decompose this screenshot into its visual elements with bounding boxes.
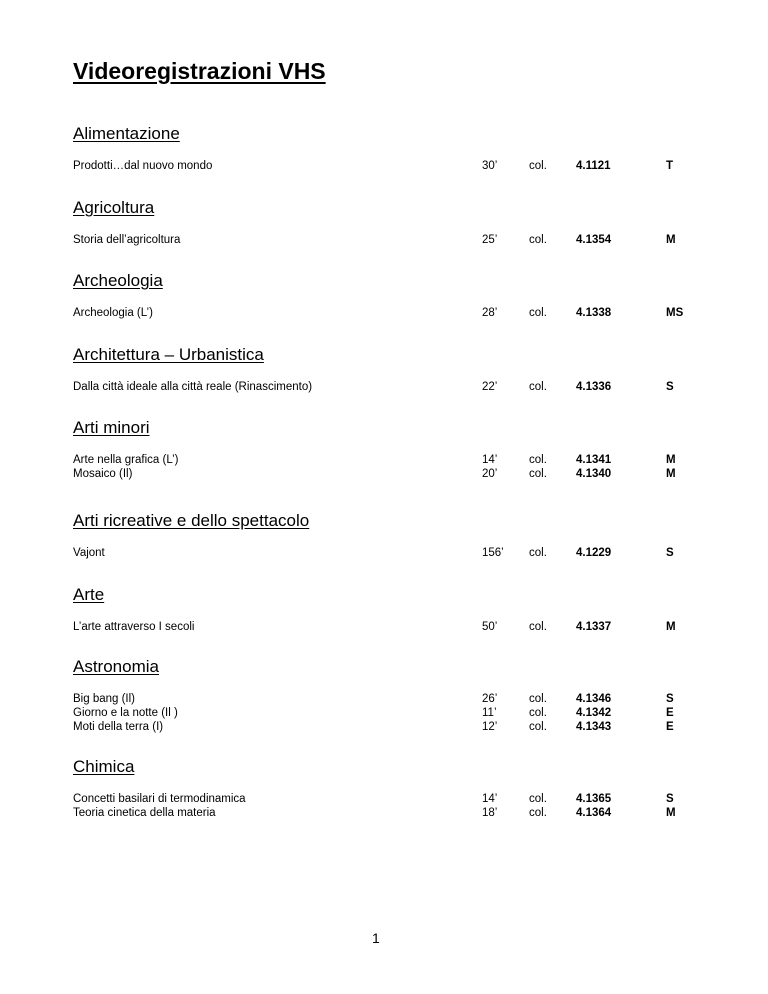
section-heading: Astronomia [73, 657, 159, 676]
video-code: 4.1336 [576, 381, 612, 393]
page-title: Videoregistrazioni VHS [73, 58, 326, 84]
video-code: 4.1364 [576, 807, 612, 819]
video-level: MS [666, 307, 684, 319]
video-code: 4.1337 [576, 621, 612, 633]
video-title: Concetti basilari di termodinamica [73, 793, 246, 805]
video-color: col. [529, 381, 547, 393]
video-level: E [666, 721, 674, 733]
list-item [0, 792, 768, 806]
video-level: S [666, 381, 674, 393]
section-rows [0, 306, 768, 320]
page-number: 1 [372, 930, 380, 946]
section-rows [0, 380, 768, 394]
video-color: col. [529, 547, 547, 559]
video-code: 4.1365 [576, 793, 612, 805]
video-duration: 156’ [482, 547, 504, 559]
video-color: col. [529, 707, 547, 719]
list-item [0, 306, 768, 320]
video-duration: 22’ [482, 381, 498, 393]
video-code: 4.1354 [576, 234, 612, 246]
list-item [0, 706, 768, 720]
video-title: Prodotti…dal nuovo mondo [73, 160, 213, 172]
video-title: Dalla città ideale alla città reale (Rinascimento) [73, 381, 313, 393]
section-rows [0, 233, 768, 247]
section-rows [0, 546, 768, 560]
section-heading: Arte [73, 585, 105, 604]
list-item [0, 692, 768, 706]
video-level: M [666, 468, 676, 480]
video-color: col. [529, 793, 547, 805]
section-heading: Chimica [73, 757, 135, 776]
list-item [0, 467, 768, 481]
list-item [0, 380, 768, 394]
video-title: Giorno e la notte (Il ) [73, 707, 178, 719]
video-level: M [666, 807, 676, 819]
section-rows [0, 159, 768, 173]
video-title: Big bang (Il) [73, 693, 136, 705]
video-title: L’arte attraverso I secoli [73, 621, 195, 633]
video-level: S [666, 793, 674, 805]
video-color: col. [529, 807, 547, 819]
video-title: Mosaico (Il) [73, 468, 133, 480]
video-color: col. [529, 307, 547, 319]
video-duration: 28’ [482, 307, 498, 319]
video-duration: 11’ [482, 707, 497, 719]
section-heading: Agricoltura [73, 198, 155, 217]
list-item [0, 806, 768, 820]
video-color: col. [529, 621, 547, 633]
video-code: 4.1338 [576, 307, 612, 319]
video-duration: 25’ [482, 234, 498, 246]
list-item [0, 159, 768, 173]
video-level: M [666, 234, 676, 246]
video-duration: 20’ [482, 468, 498, 480]
video-level: S [666, 693, 674, 705]
video-title: Storia dell’agricoltura [73, 234, 181, 246]
video-color: col. [529, 693, 547, 705]
video-duration: 14’ [482, 793, 498, 805]
video-duration: 14’ [482, 454, 498, 466]
video-color: col. [529, 454, 547, 466]
section-heading: Archeologia [73, 271, 163, 290]
video-color: col. [529, 468, 547, 480]
list-item [0, 720, 768, 734]
list-item [0, 546, 768, 560]
video-title: Vajont [73, 547, 105, 559]
video-duration: 12’ [482, 721, 498, 733]
video-level: M [666, 621, 676, 633]
video-code: 4.1229 [576, 547, 612, 559]
section-rows [0, 453, 768, 481]
section-heading: Alimentazione [73, 124, 180, 143]
video-level: M [666, 454, 676, 466]
video-title: Teoria cinetica della materia [73, 807, 216, 819]
video-color: col. [529, 234, 547, 246]
section-rows [0, 792, 768, 820]
section-heading: Arti ricreative e dello spettacolo [73, 511, 310, 530]
video-code: 4.1342 [576, 707, 612, 719]
list-item [0, 233, 768, 247]
video-duration: 18’ [482, 807, 498, 819]
video-level: E [666, 707, 674, 719]
list-item [0, 620, 768, 634]
video-duration: 26’ [482, 693, 498, 705]
section-heading: Arti minori [73, 418, 150, 437]
section-rows [0, 692, 768, 734]
video-code: 4.1340 [576, 468, 612, 480]
video-level: S [666, 547, 674, 559]
list-item [0, 453, 768, 467]
video-color: col. [529, 721, 547, 733]
video-level: T [666, 160, 674, 172]
video-title: Moti della terra (I) [73, 721, 164, 733]
video-code: 4.1346 [576, 693, 612, 705]
video-title: Archeologia (L’) [73, 307, 153, 319]
section-heading: Architettura – Urbanistica [73, 345, 264, 364]
video-code: 4.1121 [576, 160, 611, 172]
section-rows [0, 620, 768, 634]
video-code: 4.1341 [576, 454, 612, 466]
video-title: Arte nella grafica (L’) [73, 454, 179, 466]
video-duration: 50’ [482, 621, 498, 633]
video-color: col. [529, 160, 547, 172]
video-code: 4.1343 [576, 721, 612, 733]
video-duration: 30’ [482, 160, 498, 172]
